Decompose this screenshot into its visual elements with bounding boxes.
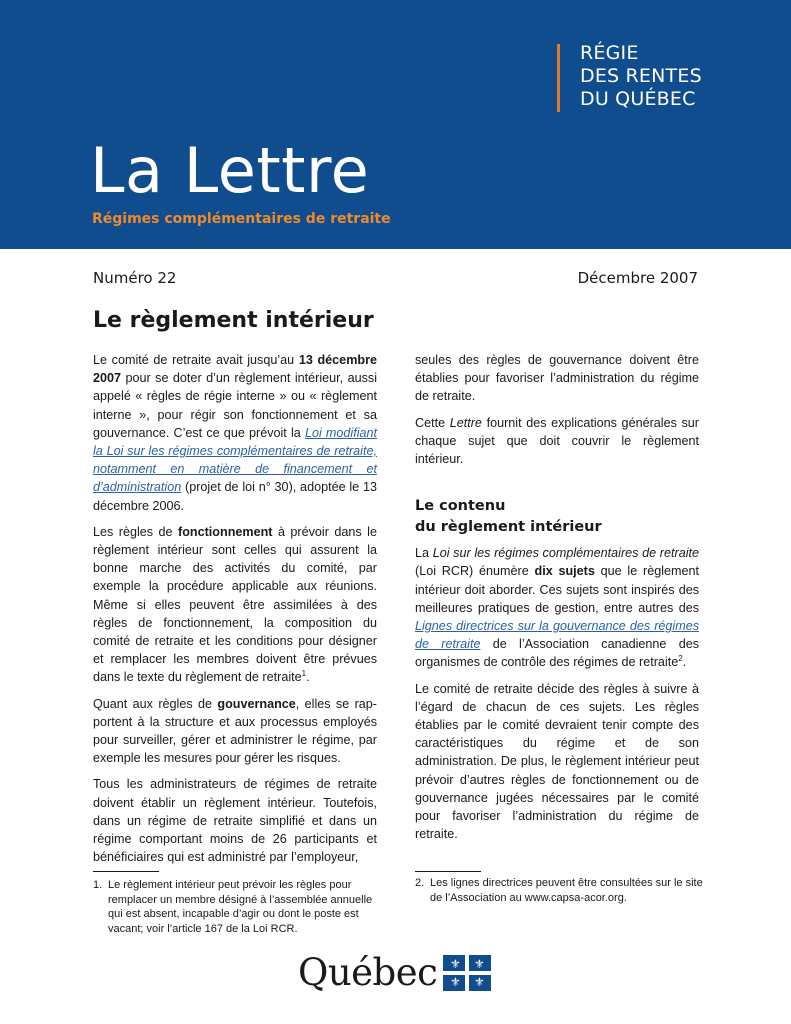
paragraph	[93, 523, 377, 687]
footnote-ref: 2	[678, 654, 683, 664]
footnote-ref: 1	[301, 669, 307, 679]
org-name-line: DU QUÉBEC	[580, 88, 696, 110]
paragraph	[93, 695, 377, 768]
text-run: à prévoir dans le règlement intérieur sont celles qui assurent la bonne marche des activités du comité, par exemple la procédure applicable aux réunions. Même si elles peuvent être assimilées à des règles de fonctionnement, la composition du comité de retraite et les conditions pour désigner et remplacer les membres doivent être prévues dans le texte du règlement de retraite	[93, 524, 377, 685]
newsletter-subtitle: Régimes complémentaires de retraite	[92, 211, 391, 227]
text-run: (projet de loi n° 30), adoptée le 13 décembre 2006.	[93, 480, 377, 513]
paragraph	[415, 544, 699, 671]
text-run: de l’Association canadienne des organismes de contrôle des régimes de retraite	[415, 637, 700, 670]
footnote-text: Les lignes directrices peuvent être consultées sur le site de l’Association au www.capsa-acor.org.	[430, 877, 703, 904]
issue-number: Numéro 22	[93, 269, 177, 287]
section-heading	[415, 496, 699, 538]
text-run: (Loi RCR) énumère	[415, 564, 535, 579]
bold-term: fonctionnement	[178, 524, 273, 539]
org-name-line: DES RENTES	[580, 65, 702, 87]
footnote-rule	[415, 871, 481, 872]
left-column	[93, 351, 377, 874]
footnote-1	[93, 878, 377, 936]
text-run: Cette	[415, 415, 450, 430]
guidelines-link[interactable]: Lignes directrices sur la gouvernance des régimes de retraite	[415, 619, 699, 652]
quebec-logo	[298, 949, 491, 997]
org-accent-bar	[557, 44, 560, 112]
paragraph: Le comité de retraite décide des règles à suivre à l’égard de chacun de ces sujets. Les règles établies par le comité devraient tenir compte des caractéristiques du régime et de son administration. De plus, le règlement intérieur peut prévoir d’autres règles de fonctionnement ou de gouvernance jugées nécessaires par le comité pour favoriser l’administration du régime de retraite.	[415, 681, 699, 842]
text-run: Quant aux règles de	[93, 696, 218, 711]
footnote-number: 2.	[415, 877, 425, 889]
footnote-number: 1.	[93, 879, 103, 891]
text-run: La	[415, 546, 433, 561]
italic-law-name: Loi sur les régimes complémentaires de retraite	[432, 546, 699, 561]
text-run: .	[306, 670, 310, 685]
paragraph: Tous les administrateurs de régimes de retraite doivent établir un règlement intérieur. Toutefois, dans un régime de retraite simplifié et dans un régime comportant moins de 26 participants et bénéficiaires qui est administré par l’employeur,	[93, 777, 377, 865]
bold-term: gouvernance	[217, 696, 296, 711]
org-name	[580, 42, 702, 111]
text-run: , elles se rapportent à la structure et aux processus employés pour surveiller, gérer et administrer le régime, par exemple les mesures pour gérer les risques.	[93, 696, 377, 766]
footnote-2	[415, 876, 705, 905]
paragraph	[93, 351, 377, 515]
bold-term: dix sujets	[534, 564, 595, 579]
law-link[interactable]: Loi modifiant la Loi sur les régimes complémentaires de retraite, notamment en matière de financement et d’administration	[93, 425, 378, 495]
text-run: pour se doter d’un règlement intérieur, aussi appelé « règles de régie interne » ou « règlement interne », pour régir son fonctionnement et sa gouvernance. C’est ce que prévoit la	[93, 371, 377, 440]
fleur-de-lis-flag-icon: ⚜ ⚜ ⚜ ⚜	[443, 955, 491, 991]
right-column	[415, 351, 699, 851]
section-heading-line: du règlement intérieur	[415, 519, 602, 536]
org-name-line: RÉGIE	[580, 42, 639, 64]
text-run: Le comité de retraite avait jusqu’au	[93, 353, 299, 367]
text-run: .	[682, 655, 687, 670]
text-run: que le règlement intérieur doit aborder. Ces sujets sont inspirés des meilleures pratiques de gestion, entre autres des	[415, 564, 699, 615]
section-heading-line: Le contenu	[415, 498, 506, 515]
footnote-rule	[93, 871, 159, 872]
italic-term: Lettre	[449, 415, 482, 430]
text-run: Les règles de	[93, 524, 179, 539]
header-banner	[0, 0, 791, 249]
text-run: fournit des explications générales sur chaque sujet que doit couvrir le règlement intérieur.	[415, 415, 699, 467]
paragraph: seules des règles de gouvernance doivent être établies pour favoriser l’administration du régime de retraite.	[415, 353, 699, 404]
footnote-text: Le règlement intérieur peut prévoir les règles pour remplacer un membre désigné à l’assemblée annuelle qui est absent, incapable d’agir ou dont le poste est vacant; voir l’article 167 de la Loi RCR.	[108, 879, 373, 935]
paragraph	[415, 414, 699, 469]
article-title: Le règlement intérieur	[93, 308, 374, 333]
newsletter-title: La Lettre	[90, 134, 370, 207]
quebec-wordmark: Québec	[298, 951, 438, 994]
bold-date: 13 décembre 2007	[93, 353, 377, 386]
issue-date: Décembre 2007	[577, 269, 698, 287]
